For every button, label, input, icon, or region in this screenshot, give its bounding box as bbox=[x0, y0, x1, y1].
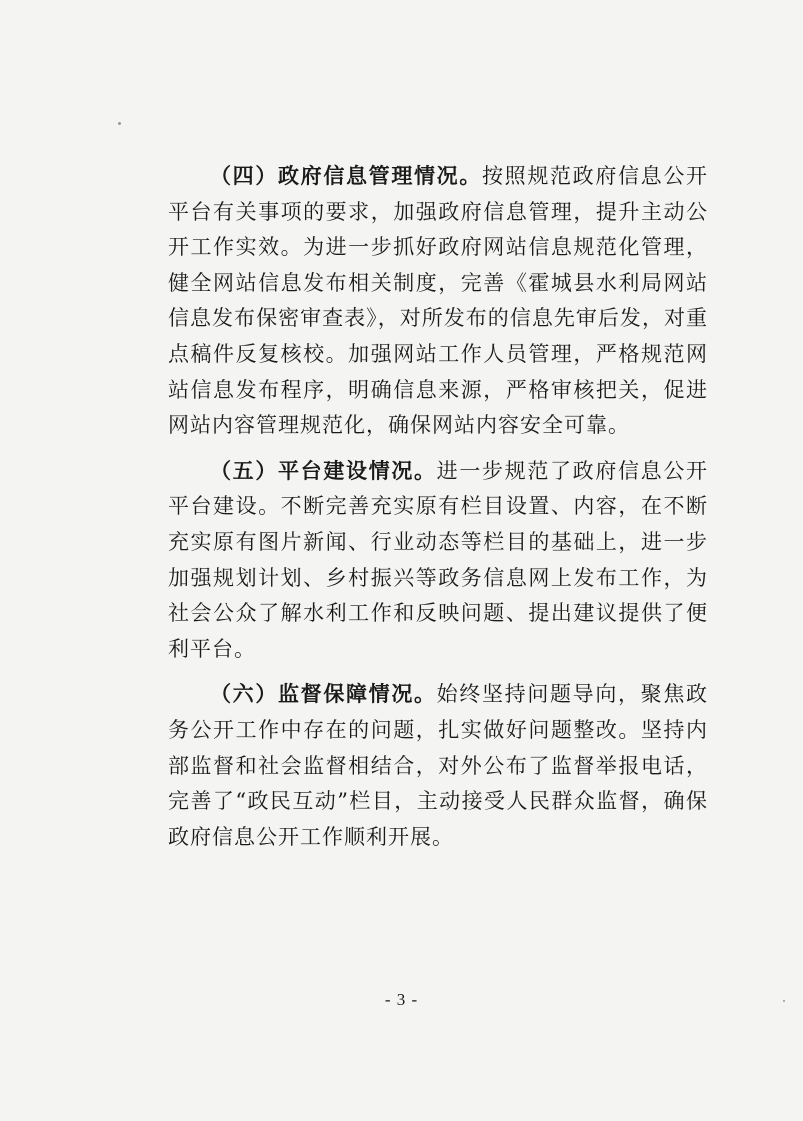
document-body bbox=[168, 158, 708, 864]
paragraph-supervision-guarantee bbox=[168, 676, 708, 855]
scan-speck bbox=[783, 1000, 785, 1002]
paragraph-platform-construction bbox=[168, 453, 708, 668]
paragraph-text: 进一步规范了政府信息公开平台建设。不断完善充实原有栏目设置、内容，在不断充实原有图片新闻、行业动态等栏目的基础上，进一步加强规划计划、乡村振兴等政务信息网上发布工作，为社会公众了解水利工作和反映问题、提出建议提供了便利平台。 bbox=[168, 458, 709, 661]
paragraph-text: 按照规范政府信息公开平台有关事项的要求，加强政府信息管理，提升主动公开工作实效。为进一步抓好政府网站信息规范化管理，健全网站信息发布相关制度，完善《霍城县水利局网站信息发布保密审查表》，对所发布的信息先审后发，对重点稿件反复核校。加强网站工作人员管理，严格规范网站信息发布程序，明确信息来源，严格审核把关，促进网站内容管理规范化，确保网站内容安全可靠。 bbox=[168, 164, 708, 438]
page-number: - 3 - bbox=[384, 990, 419, 1009]
paragraph-heading: （四）政府信息管理情况。 bbox=[210, 163, 482, 188]
scan-speck bbox=[118, 122, 121, 125]
paragraph-heading: （六）监督保障情况。 bbox=[210, 681, 437, 707]
paragraph-heading: （五）平台建设情况。 bbox=[210, 457, 437, 483]
paragraph-information-management bbox=[168, 158, 708, 444]
paragraph-text: 始终坚持问题导向，聚焦政务公开工作中存在的问题，扎实做好问题整改。坚持内部监督和社会监督相结合，对外公布了监督举报电话，完善了“政民互动”栏目，主动接受人民群众监督，确保政府信息公开工作顺利开展。 bbox=[168, 682, 709, 849]
